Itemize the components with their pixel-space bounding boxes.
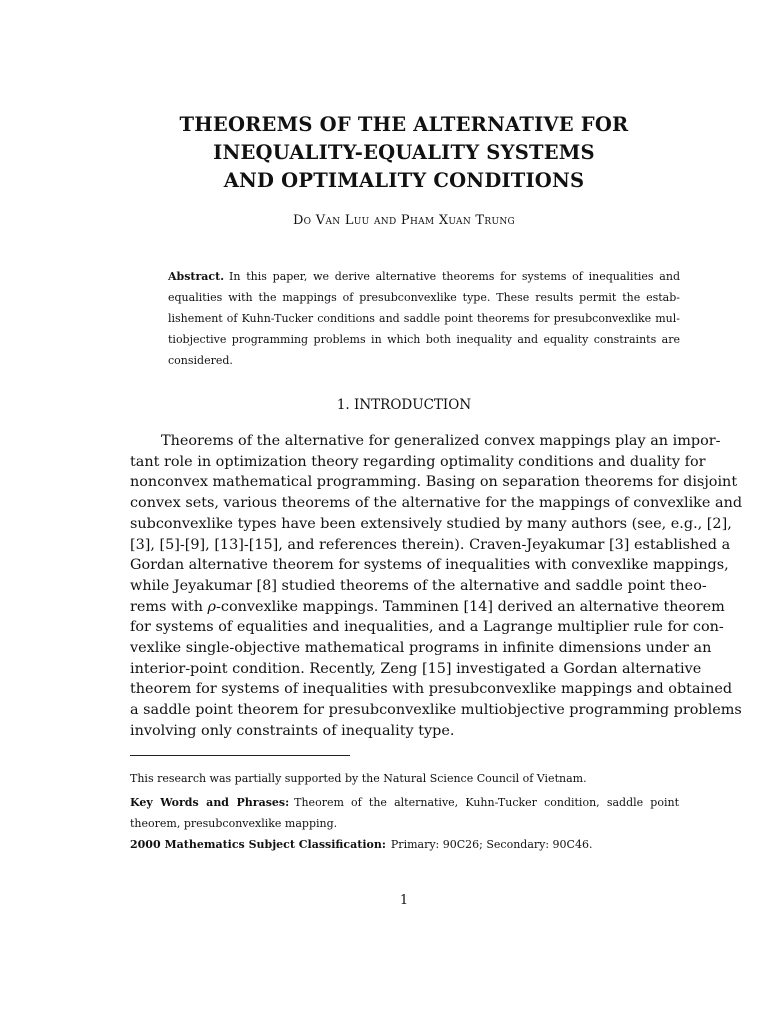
msc-label: 2000 Mathematics Subject Classification: [130, 838, 386, 851]
msc-text: Primary: 90C26; Secondary: 90C46. [390, 838, 593, 851]
body-line: nonconvex mathematical programming. Basing on separation theorems for disjoint [130, 474, 738, 491]
body-line: vexlike single-objective mathematical programs in infinite dimensions under an [130, 640, 712, 657]
footnote-support: This research was partially supported by the Natural Science Council of Vietnam. [130, 772, 587, 785]
body-line: convex sets, various theorems of the alternative for the mappings of convexlike and [130, 495, 743, 512]
abstract-line-3: lishement of Kuhn-Tucker conditions and saddle point theorems for presubconvexlike mul- [168, 312, 680, 325]
abstract-line-2: equalities with the mappings of presubconvexlike type. These results permit the estab- [168, 291, 680, 304]
abstract-label: Abstract. [168, 270, 225, 283]
abstract-line-4: tiobjective programming problems in which both inequality and equality constraints are [168, 333, 680, 346]
body-line: involving only constraints of inequality type. [130, 722, 455, 739]
body-line: Gordan alternative theorem for systems of inequalities with convexlike mappings, [130, 557, 729, 574]
body-line: theorem for systems of inequalities with presubconvexlike mappings and obtained [130, 681, 733, 698]
footnote-keywords [130, 792, 679, 834]
section-heading: 1. INTRODUCTION [336, 397, 472, 413]
keywords-line-2: theorem, presubconvexlike mapping. [130, 817, 338, 830]
body-line: interior-point condition. Recently, Zeng [15] investigated a Gordan alternative [130, 660, 702, 677]
title-line-1: THEOREMS OF THE ALTERNATIVE FOR [179, 113, 629, 136]
abstract-line-1 [168, 266, 680, 287]
title-line-2: INEQUALITY-EQUALITY SYSTEMS [213, 141, 595, 164]
body-line: Theorems of the alternative for generalized convex mappings play an impor- [161, 433, 721, 449]
body-line: tant role in optimization theory regarding optimality conditions and duality for [130, 453, 706, 470]
page-number: 1 [399, 893, 409, 908]
introduction-body [130, 431, 743, 742]
body-line: for systems of equalities and inequalities, and a Lagrange multiplier rule for con- [130, 619, 724, 636]
keywords-line-1 [130, 792, 679, 813]
keywords-label: Key Words and Phrases: [130, 796, 290, 809]
body-line: subconvexlike types have been extensively studied by many authors (see, e.g., [2], [130, 515, 732, 532]
keywords-text-1: Theorem of the alternative, Kuhn-Tucker condition, saddle point [294, 796, 679, 809]
title-line-3: AND OPTIMALITY CONDITIONS [223, 169, 585, 192]
body-line: while Jeyakumar [8] studied theorems of the alternative and saddle point theo- [130, 577, 707, 594]
authors: Do Van Luu and Pham Xuan Trung [292, 213, 516, 228]
abstract-text-1: In this paper, we derive alternative theorems for systems of inequalities and [229, 270, 680, 283]
abstract-line-5: considered. [168, 354, 233, 367]
body-line: rems with ρ-convexlike mappings. Tamminen [14] derived an alternative theorem [130, 598, 725, 615]
paper-title [100, 111, 708, 195]
footnote-rule [130, 755, 350, 756]
footnote-msc [130, 834, 679, 855]
body-line: [3], [5]-[9], [13]-[15], and references therein). Craven-Jeyakumar [3] established a [130, 536, 731, 553]
abstract [168, 266, 680, 371]
body-line: a saddle point theorem for presubconvexlike multiobjective programming problems [130, 702, 742, 719]
